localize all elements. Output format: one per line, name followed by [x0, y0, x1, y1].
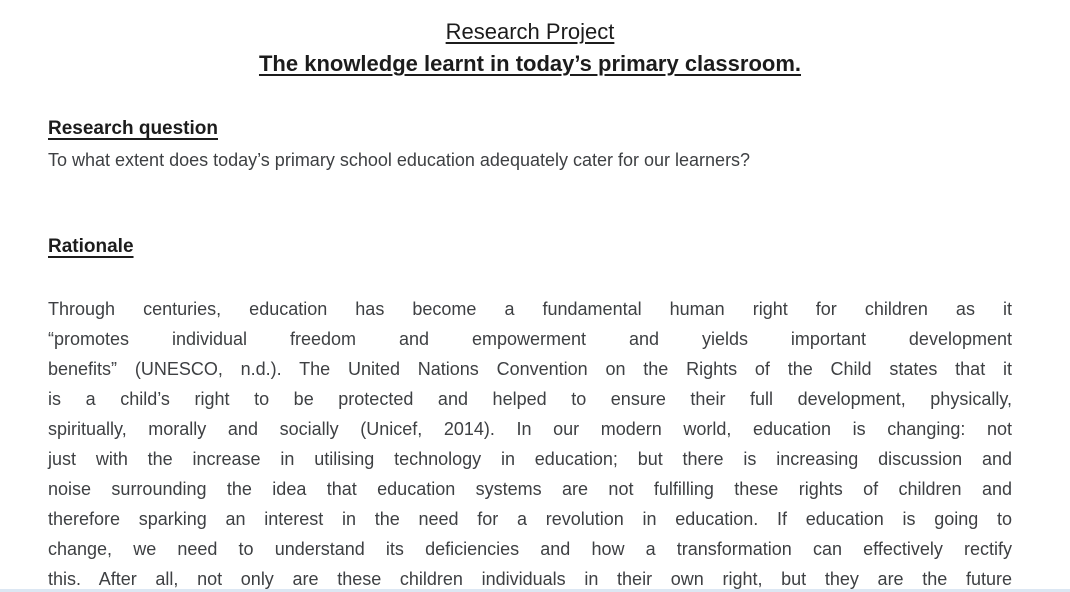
paragraph-line: Through centuries, education has become a fundamental human right for children as it	[48, 299, 1012, 319]
section-heading-research-question-text: Research question	[48, 118, 218, 139]
paragraph-line: benefits” (UNESCO, n.d.). The United Nations Convention on the Rights of the Child states that it	[48, 359, 1012, 379]
paragraph-line: therefore sparking an interest in the need for a revolution in education. If education is going to	[48, 509, 1012, 529]
section-heading-rationale	[48, 234, 1012, 260]
page-title-text: Research Project	[445, 19, 615, 44]
page-subtitle	[48, 48, 1012, 80]
page-subtitle-text: The knowledge learnt in today’s primary classroom.	[258, 51, 801, 76]
page-title	[48, 16, 1012, 48]
research-question-text: To what extent does today’s primary school education adequately cater for our learners?	[48, 150, 751, 170]
paragraph-line: just with the increase in utilising technology in education; but there is increasing discussion and	[48, 449, 1012, 469]
paragraph-line: spiritually, morally and socially (Unicef, 2014). In our modern world, education is changing: not	[48, 419, 1012, 439]
paragraph-line: change, we need to understand its deficiencies and how a transformation can effectively rectify	[48, 539, 1012, 559]
paragraph-line: is a child’s right to be protected and helped to ensure their full development, physically,	[48, 389, 1012, 409]
section-heading-rationale-text: Rationale	[48, 236, 134, 257]
rationale-paragraph	[48, 294, 1012, 592]
paragraph-line: noise surrounding the idea that education systems are not fulfilling these rights of children and	[48, 479, 1012, 499]
title-block	[48, 16, 1012, 80]
section-heading-research-question	[48, 116, 1012, 142]
paragraph-line: “promotes individual freedom and empowerment and yields important development	[48, 329, 1012, 349]
paragraph-line: this. After all, not only are these children individuals in their own right, but they are the future	[48, 569, 1012, 589]
